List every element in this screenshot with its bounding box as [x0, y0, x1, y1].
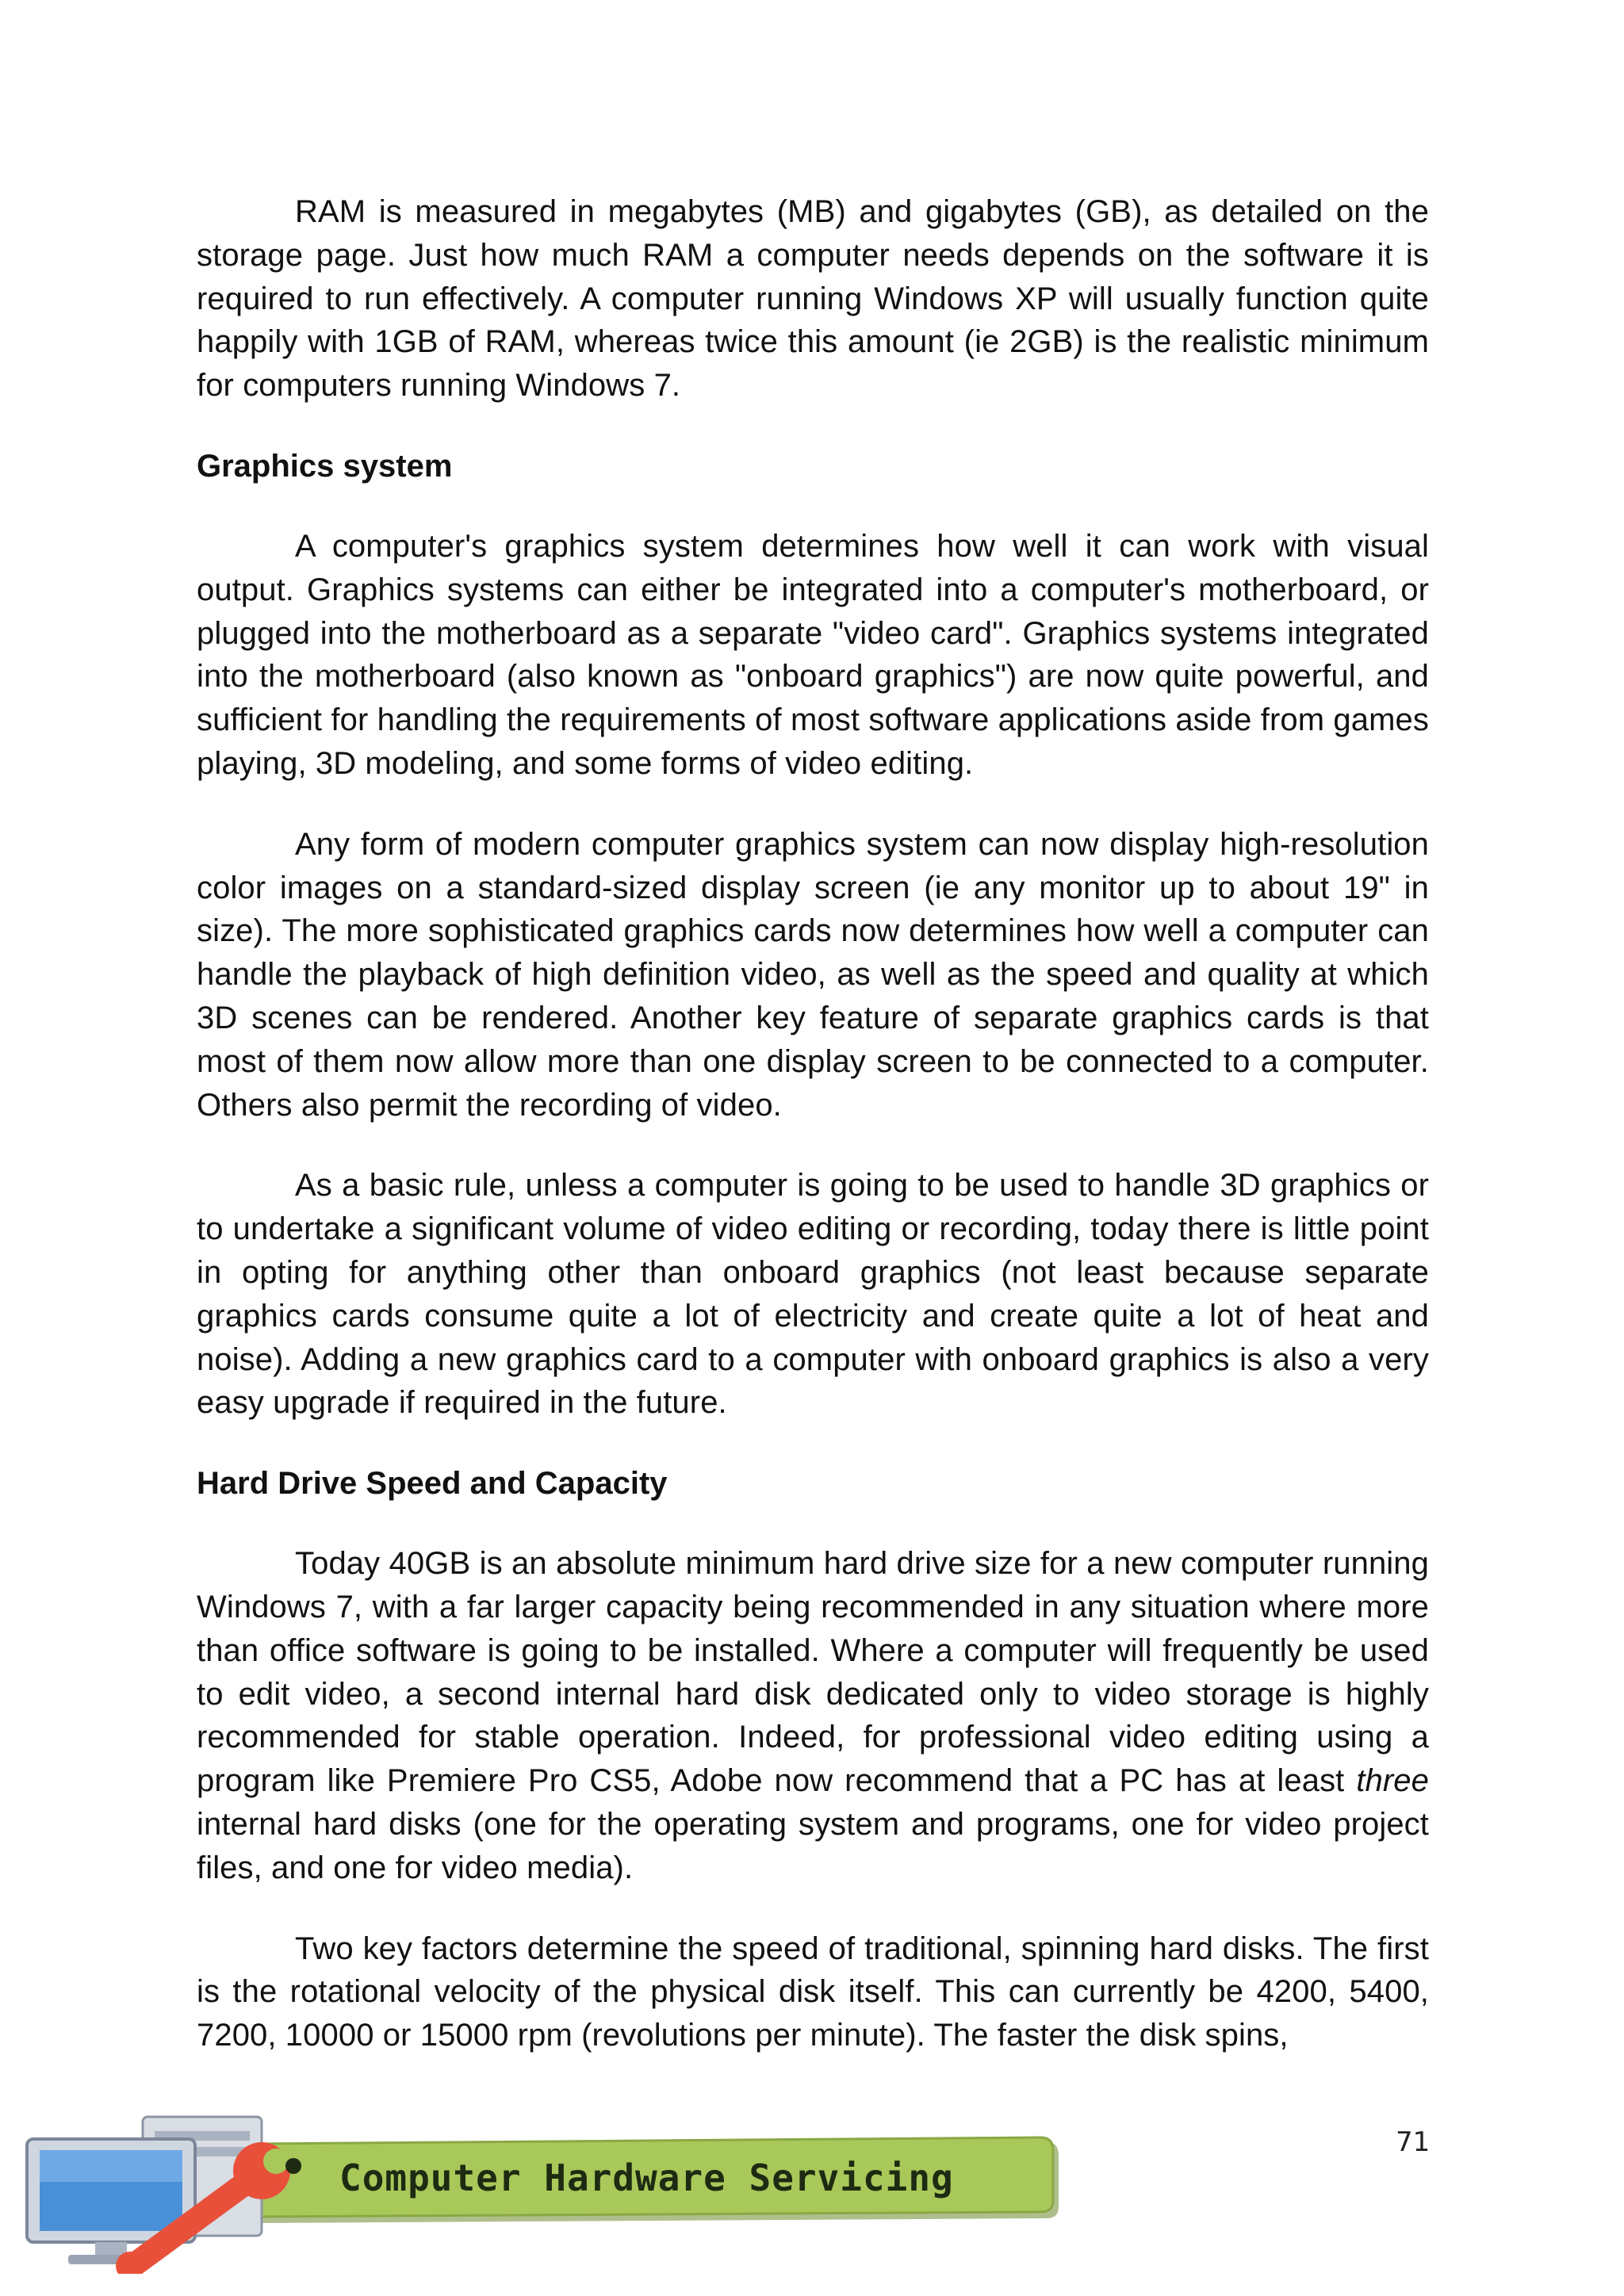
paragraph-text: internal hard disks (one for the operating system and programs, one for video project files, and one for video media).	[197, 1806, 1429, 1885]
paragraph-text: Today 40GB is an absolute minimum hard drive size for a new computer running Windows 7, with a far larger capacity being recommended in any situation where more than office software is going to be installed. Where a computer will frequently be used to edit video, a second internal hard disk dedicated only to video storage is highly recommended for stable operation. Indeed, for professional video editing using a program like Premiere Pro CS5, Adobe now recommend that a PC has at least	[197, 1546, 1429, 1799]
heading-hard-drive: Hard Drive Speed and Capacity	[197, 1466, 668, 1502]
paragraph-hard-drive-speed: Two key factors determine the speed of traditional, spinning hard disks. The first is the rotational velocity of the physical disk itself. This can currently be 4200, 5400, 7200, 10000 or 15000 rpm (revolutions per minute). The faster the disk spins,	[197, 1931, 1429, 2053]
paragraph-hard-drive-capacity	[197, 1542, 1429, 1889]
banner-title: Computer Hardware Servicing	[339, 2156, 954, 2199]
emphasis-text: three	[1356, 1763, 1429, 1799]
document-body	[197, 190, 1429, 2095]
paragraph-ram: RAM is measured in megabytes (MB) and gigabytes (GB), as detailed on the storage page. Just how much RAM a computer needs depends on the software it is required to run effectively. A computer running Windows XP will usually function quite happily with 1GB of RAM, whereas twice this amount (ie 2GB) is the realistic minimum for computers running Windows 7.	[197, 194, 1429, 404]
footer-banner	[24, 2115, 1078, 2274]
page-number: 71	[1396, 2126, 1431, 2158]
paragraph-graphics-intro: A computer's graphics system determines how well it can work with visual output. Graphics systems can either be integrated into a computer's motherboard, or plugged into the motherboard as a separate "video card". Graphics systems integrated into the motherboard (also known as "onboard graphics") are now quite powerful, and sufficient for handling the requirements of most software applications aside from games playing, 3D modeling, and some forms of video editing.	[197, 528, 1429, 781]
paragraph-graphics-rule: As a basic rule, unless a computer is going to be used to handle 3D graphics or to undertake a significant volume of video editing or recording, today there is little point in opting for anything other than onboard graphics (not least because separate graphics cards consume quite a lot of electricity and create quite a lot of heat and noise). Adding a new graphics card to a computer with onboard graphics is also a very easy upgrade if required in the future.	[197, 1168, 1429, 1421]
paragraph-graphics-modern: Any form of modern computer graphics system can now display high-resolution color images on a standard-sized display screen (ie any monitor up to about 19" in size). The more sophisticated graphics cards now determines how well a computer can handle the playback of high definition video, as well as the speed and quality at which 3D scenes can be rendered. Another key feature of separate graphics cards is that most of them now allow more than one display screen to be connected to a computer. Others also permit the recording of video.	[197, 826, 1429, 1123]
heading-graphics-system: Graphics system	[197, 448, 453, 484]
